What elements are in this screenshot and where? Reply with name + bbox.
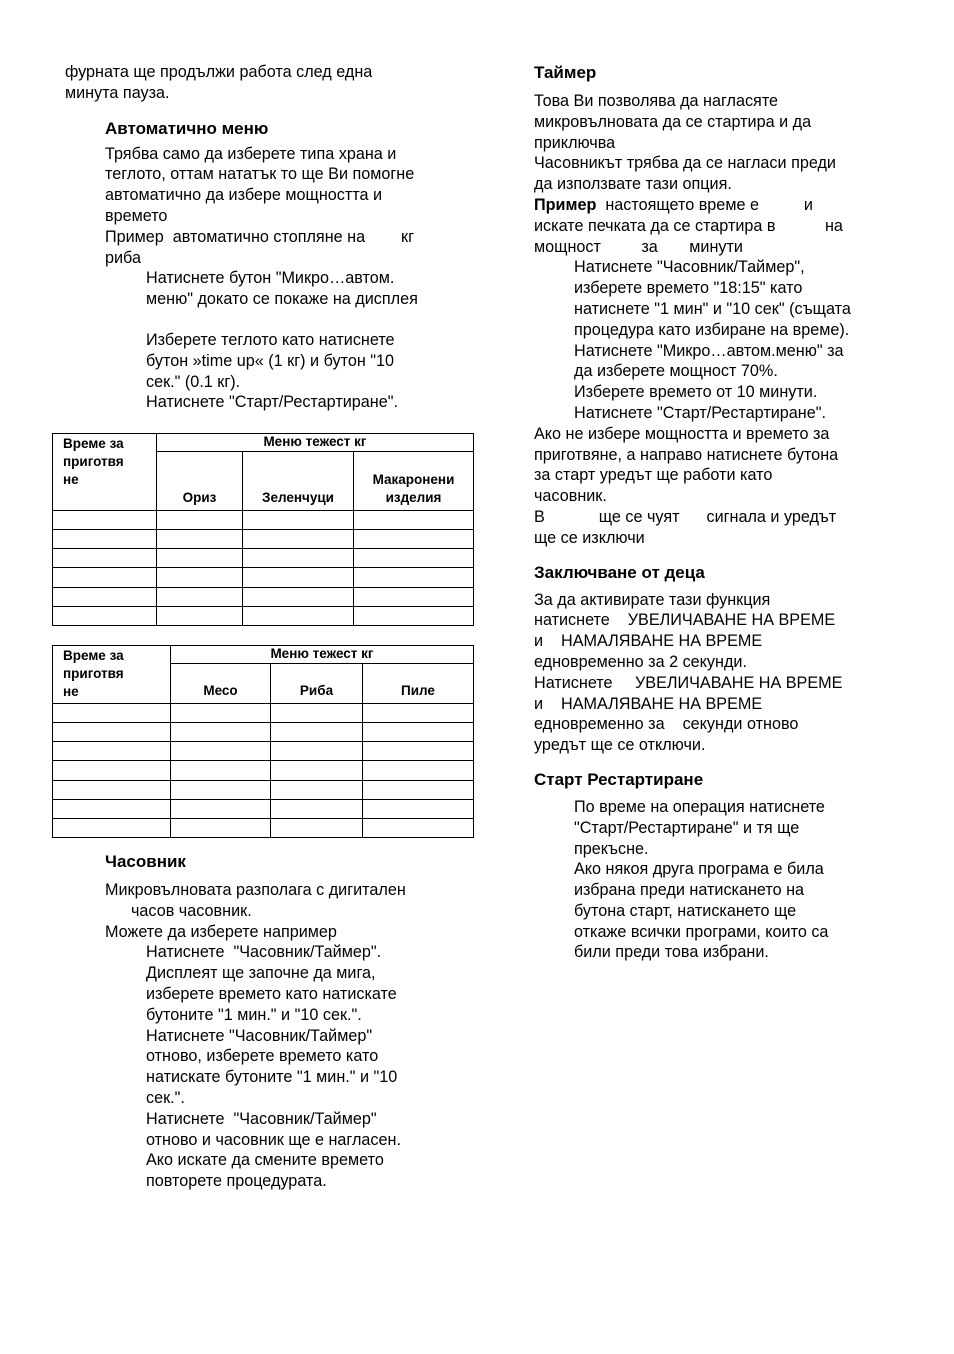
table-cell: [171, 703, 271, 722]
table-cell: [363, 703, 474, 722]
cooking-table-1: [52, 433, 474, 626]
timer-example-label: Пример: [534, 195, 597, 214]
table-cell: [243, 568, 354, 587]
timer-text2: Ако не избере мощността и времето за приготвяне, а направо натиснете бутона за старт уредът ще работи като часовник. В ще се чуят сигнала и уредът ще се изключи: [534, 424, 839, 547]
table-cell: [363, 742, 474, 761]
table-cell: [271, 780, 363, 799]
start-restart-text: По време на операция натиснете "Старт/Рестартиране" и тя ще прекъсне. Ако някоя друга програма е била избрана преди натискането на бутона старт, натискането ще откаже всички програми, които са били преди това избрани.: [574, 797, 829, 962]
table-row: [53, 799, 474, 818]
timer-heading: Таймер: [534, 63, 597, 82]
auto-menu-example: Пример автоматично стопляне на кг риба: [105, 227, 415, 267]
table-cell: [53, 568, 157, 587]
table-cell: [171, 818, 271, 837]
table-cell: [171, 742, 271, 761]
table1-col-pasta: Макаронени изделия: [354, 451, 474, 510]
table-cell: [53, 818, 171, 837]
clock-heading: Часовник: [105, 852, 186, 871]
table-cell: [157, 606, 243, 625]
right-column: [534, 62, 904, 963]
table-cell: [271, 742, 363, 761]
table-row: [53, 587, 474, 606]
table1-col-vegetables: Зеленчуци: [243, 451, 354, 510]
table-cell: [363, 818, 474, 837]
table-row: [53, 510, 474, 529]
table-cell: [53, 587, 157, 606]
clock-section: [65, 851, 480, 1192]
table-row: [53, 529, 474, 548]
table-cell: [243, 510, 354, 529]
table-cell: [363, 761, 474, 780]
table1-row-header: Време за приготвя не: [53, 434, 157, 511]
start-restart-heading: Старт Рестартиране: [534, 769, 704, 789]
table-cell: [354, 606, 474, 625]
table-cell: [363, 723, 474, 742]
table-row: [53, 568, 474, 587]
table-cell: [243, 529, 354, 548]
table-row: [53, 723, 474, 742]
table-cell: [271, 818, 363, 837]
table-cell: [157, 510, 243, 529]
table-cell: [243, 606, 354, 625]
table1-col-rice: Ориз: [157, 451, 243, 510]
table-cell: [53, 529, 157, 548]
table-cell: [271, 723, 363, 742]
clock-line2: часов часовник.: [131, 901, 252, 920]
table-cell: [157, 568, 243, 587]
left-column: [65, 62, 480, 413]
table-cell: [53, 723, 171, 742]
table-row: [53, 606, 474, 625]
table2-menu-header: Меню тежест кг: [171, 646, 474, 664]
table-cell: [354, 568, 474, 587]
table-cell: [53, 780, 171, 799]
table-cell: [53, 606, 157, 625]
table-cell: [157, 587, 243, 606]
table-cell: [354, 587, 474, 606]
table-cell: [243, 549, 354, 568]
table-row: [53, 549, 474, 568]
table-cell: [271, 799, 363, 818]
cooking-table-2: [52, 645, 474, 838]
clock-line1: Микровълновата разполага с дигитален: [105, 881, 406, 899]
table-cell: [171, 799, 271, 818]
table-cell: [354, 549, 474, 568]
table-cell: [53, 510, 157, 529]
child-lock-text: За да активирате тази функция натиснете УВЕЛИЧАВАНЕ НА ВРЕМЕ и НАМАЛЯВАНЕ НА ВРЕМЕ едновременно за 2 секунди. Натиснете УВЕЛИЧАВАНЕ НА ВРЕМЕ и НАМАЛЯВАНЕ НА ВРЕМЕ едновременно за секунди отново уредът ще се отключи.: [534, 590, 843, 755]
timer-steps: Натиснете "Часовник/Таймер", изберете времето "18:15" като натиснете "1 мин" и "10 сек" (същата процедура като избиране на време). Натиснете "Микро…автом.меню" за да изберете мощност 70%. Изберете времето от 10 минути. Натиснете "Старт/Рестартиране".: [574, 258, 851, 422]
clock-steps: Натиснете "Часовник/Таймер". Дисплеят ще започне да мига, изберете времето като натискате бутоните "1 мин." и "10 сек.". Натиснете "Часовник/Таймер" отново, изберете времето като натискате бутоните "1 мин." и "10 сек.". Натиснете "Часовник/Таймер" отново и часовник ще е нагласен. Ако искате да смените времето повторете процедурата.: [146, 943, 401, 1191]
table-row: [53, 818, 474, 837]
table-cell: [354, 529, 474, 548]
table-cell: [363, 780, 474, 799]
table2-col-chicken: Пиле: [363, 663, 474, 703]
table-row: [53, 761, 474, 780]
table-row: [53, 780, 474, 799]
table-cell: [53, 742, 171, 761]
table-cell: [243, 587, 354, 606]
table-cell: [157, 529, 243, 548]
timer-example-rest: настоящето време е и искате печката да се стартира в на мощност за минути: [534, 195, 843, 256]
table-cell: [53, 703, 171, 722]
table-row: [53, 742, 474, 761]
table-cell: [271, 703, 363, 722]
table-cell: [53, 761, 171, 780]
timer-text1: Това Ви позволява да нагласяте микровълновата да се стартира и да приключва Часовникът трябва да се нагласи преди да използвате тази опция.: [534, 92, 836, 194]
auto-menu-heading: Автоматично меню: [105, 118, 269, 138]
child-lock-heading: Заключване от деца: [534, 562, 705, 582]
table-cell: [363, 799, 474, 818]
table-cell: [171, 761, 271, 780]
table-cell: [53, 549, 157, 568]
table-cell: [171, 780, 271, 799]
table-cell: [53, 799, 171, 818]
table2-row-header: Време за приготвя не: [53, 646, 171, 704]
table-row: [53, 703, 474, 722]
table2-col-fish: Риба: [271, 663, 363, 703]
table-cell: [271, 761, 363, 780]
auto-menu-text: Трябва само да изберете типа храна и теглото, оттам нататък то ще Ви помогне автоматично да избере мощността и времето: [105, 144, 415, 225]
table-cell: [171, 723, 271, 742]
auto-menu-step2: Изберете теглото като натиснете бутон »time up« (1 кг) и бутон "10 сек." (0.1 кг). Натиснете "Старт/Рестартиране".: [146, 330, 398, 412]
timer-example: [534, 195, 904, 257]
auto-menu-step1: Натиснете бутон "Микро…автом. меню" докато се покаже на дисплея: [146, 269, 418, 309]
table2-col-meat: Месо: [171, 663, 271, 703]
table-cell: [157, 549, 243, 568]
table-cell: [354, 510, 474, 529]
intro-text: фурната ще продължи работа след една минута пауза.: [65, 63, 373, 102]
table1-menu-header: Меню тежест кг: [157, 434, 474, 452]
clock-line3: Можете да изберете например: [105, 922, 337, 941]
